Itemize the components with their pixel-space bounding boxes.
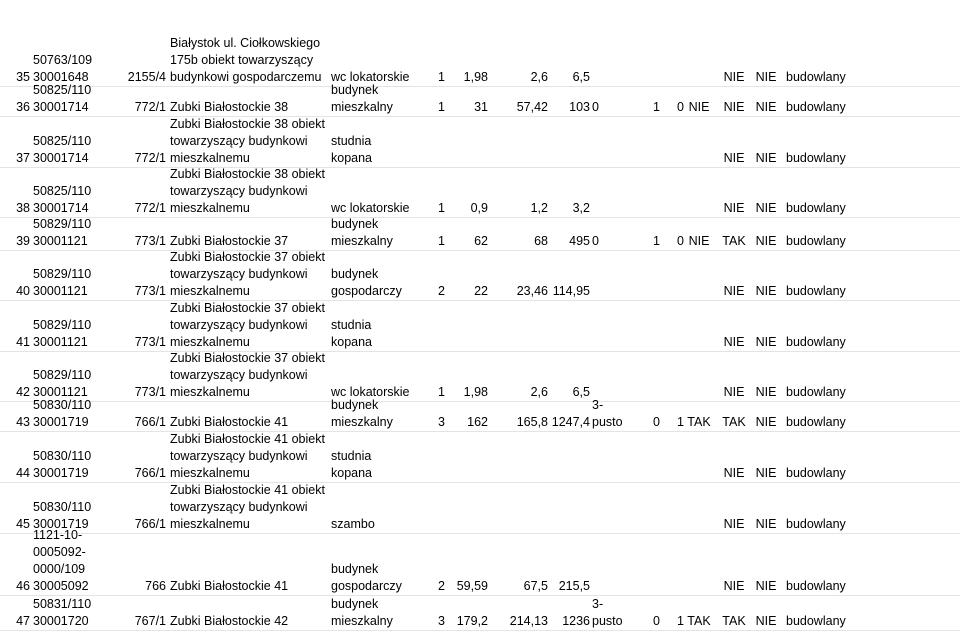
cell-addr: Białystok ul. Ciołkowskiego [170, 36, 321, 50]
cell-status: budowlany [786, 517, 846, 531]
cell-type: mieszkalny [331, 100, 393, 114]
cell-type: studnia [331, 318, 372, 332]
cell-addr: mieszkalnemu [170, 151, 250, 165]
cell-no: 38 [16, 201, 30, 215]
cell-addr: Zubki Białostockie 37 [170, 234, 289, 248]
cell-v1: 3 [438, 614, 445, 628]
cell-no: 40 [16, 284, 30, 298]
cell-v4: 215,5 [558, 579, 590, 593]
cell-id: 50829/110 [33, 318, 92, 332]
cell-parcel: 772/1 [134, 100, 166, 114]
cell-f2: NIE [755, 335, 777, 349]
row-divider [0, 300, 960, 301]
cell-no: 43 [16, 415, 30, 429]
cell-v1: 1 [438, 234, 445, 248]
cell-v4: 495 [569, 234, 590, 248]
cell-v1: 1 [438, 385, 445, 399]
cell-type: wc lokatorskie [331, 385, 410, 399]
cell-addr: mieszkalnemu [170, 201, 250, 215]
cell-no: 39 [16, 234, 30, 248]
cell-id: 50829/110 [33, 217, 92, 231]
cell-addr: mieszkalnemu [170, 284, 250, 298]
cell-type: budynek [331, 398, 379, 412]
cell-no: 47 [16, 614, 30, 628]
cell-f2: NIE [755, 151, 777, 165]
cell-addr: Zubki Białostockie 37 obiekt [170, 301, 325, 315]
cell-no: 36 [16, 100, 30, 114]
cell-parcel: 766/1 [134, 517, 166, 531]
cell-status: budowlany [786, 100, 846, 114]
cell-id: 50829/110 [33, 368, 92, 382]
cell-id: 30001648 [33, 70, 89, 84]
cell-v7: 0 [677, 234, 684, 248]
cell-type: wc lokatorskie [331, 70, 410, 84]
cell-v6: 0 [653, 415, 660, 429]
cell-id: 30001121 [33, 335, 88, 349]
cell-addr: towarzyszący budynkowi [170, 318, 308, 332]
cell-no: 41 [16, 335, 30, 349]
cell-addr: mieszkalnemu [170, 335, 250, 349]
cell-status: budowlany [786, 234, 846, 248]
cell-addr: towarzyszący budynkowi [170, 449, 308, 463]
cell-v4: 1247,4 [551, 415, 590, 429]
cell-addr: mieszkalnemu [170, 466, 250, 480]
cell-f2: NIE [755, 579, 777, 593]
cell-f2: NIE [755, 234, 777, 248]
cell-no: 45 [16, 517, 30, 531]
cell-v7: 1 [677, 614, 684, 628]
cell-v4: 6,5 [572, 385, 590, 399]
cell-parcel: 772/1 [134, 201, 166, 215]
row-divider [0, 116, 960, 117]
cell-v3: 2,6 [530, 70, 548, 84]
cell-v6: 1 [653, 100, 660, 114]
cell-f1: NIE [723, 579, 745, 593]
cell-type: mieszkalny [331, 614, 393, 628]
cell-id: 50831/110 [33, 597, 92, 611]
cell-addr: towarzyszący budynkowi [170, 500, 308, 514]
cell-v2: 22 [474, 284, 488, 298]
cell-f1: NIE [723, 466, 745, 480]
cell-no: 44 [16, 466, 30, 480]
cell-v2: 31 [474, 100, 488, 114]
cell-no: 35 [16, 70, 30, 84]
cell-v8: TAK [687, 415, 711, 429]
cell-type: kopana [331, 151, 373, 165]
cell-addr: towarzyszący budynkowi [170, 267, 308, 281]
cell-id: 30001714 [33, 201, 89, 215]
cell-status: budowlany [786, 385, 846, 399]
cell-id: 1121-10- [33, 528, 83, 542]
cell-parcel: 773/1 [134, 284, 166, 298]
cell-parcel: 766 [145, 579, 166, 593]
cell-parcel: 767/1 [134, 614, 166, 628]
cell-v3: 23,46 [516, 284, 548, 298]
cell-addr: Zubki Białostockie 41 [170, 579, 289, 593]
cell-v2: 1,98 [463, 70, 488, 84]
cell-type: wc lokatorskie [331, 201, 410, 215]
cell-v2: 179,2 [456, 614, 488, 628]
cell-v3: 67,5 [523, 579, 548, 593]
cell-f1: NIE [723, 100, 745, 114]
cell-f1: NIE [723, 335, 745, 349]
cell-v7: 0 [677, 100, 684, 114]
cell-v5: 3- [592, 398, 604, 412]
cell-id: 30001121 [33, 385, 88, 399]
cell-id: 30001121 [33, 284, 88, 298]
cell-parcel: 773/1 [134, 335, 166, 349]
cell-status: budowlany [786, 70, 846, 84]
cell-v6: 0 [653, 614, 660, 628]
cell-f2: NIE [755, 517, 777, 531]
cell-status: budowlany [786, 201, 846, 215]
cell-addr: Zubki Białostockie 41 obiekt [170, 432, 325, 446]
cell-status: budowlany [786, 466, 846, 480]
cell-addr: mieszkalnemu [170, 385, 250, 399]
cell-addr: Zubki Białostockie 41 obiekt [170, 483, 325, 497]
cell-f1: NIE [723, 517, 745, 531]
cell-id: 50825/110 [33, 184, 92, 198]
cell-addr: towarzyszący budynkowi [170, 184, 308, 198]
cell-type: budynek [331, 597, 379, 611]
cell-id: 50825/110 [33, 134, 92, 148]
cell-v1: 2 [438, 579, 445, 593]
cell-parcel: 772/1 [134, 151, 166, 165]
cell-v1: 1 [438, 201, 445, 215]
cell-f2: NIE [755, 614, 777, 628]
cell-id: 50763/109 [33, 53, 93, 67]
cell-type: budynek [331, 267, 379, 281]
cell-v3: 68 [534, 234, 548, 248]
cell-status: budowlany [786, 415, 846, 429]
cell-v4: 1236 [562, 614, 590, 628]
cell-type: gospodarczy [331, 579, 402, 593]
cell-addr: 175b obiekt towarzyszący [170, 53, 314, 67]
cell-v4: 6,5 [572, 70, 590, 84]
cell-id: 30001719 [33, 517, 89, 531]
cell-addr: Zubki Białostockie 42 [170, 614, 289, 628]
cell-id: 50825/110 [33, 83, 92, 97]
cell-id: 0005092- [33, 545, 86, 559]
row-divider [0, 401, 960, 402]
cell-status: budowlany [786, 284, 846, 298]
cell-parcel: 773/1 [134, 234, 166, 248]
cell-status: budowlany [786, 579, 846, 593]
cell-addr: Zubki Białostockie 37 obiekt [170, 351, 325, 365]
cell-type: mieszkalny [331, 234, 393, 248]
cell-v3: 165,8 [516, 415, 548, 429]
cell-type: budynek [331, 83, 379, 97]
cell-f1: NIE [723, 151, 745, 165]
cell-v2: 0,9 [470, 201, 488, 215]
cell-type: studnia [331, 449, 372, 463]
cell-type: budynek [331, 217, 379, 231]
cell-parcel: 773/1 [134, 385, 166, 399]
row-divider [0, 351, 960, 352]
cell-addr: Zubki Białostockie 41 [170, 415, 289, 429]
cell-addr: Zubki Białostockie 37 obiekt [170, 250, 325, 264]
row-divider [0, 217, 960, 218]
cell-addr: Zubki Białostockie 38 obiekt [170, 167, 325, 181]
cell-v5: pusto [592, 415, 623, 429]
cell-f1: TAK [722, 614, 746, 628]
cell-v4: 3,2 [572, 201, 590, 215]
cell-v3: 214,13 [509, 614, 548, 628]
cell-status: budowlany [786, 151, 846, 165]
cell-f2: NIE [755, 201, 777, 215]
cell-v8: NIE [688, 234, 710, 248]
cell-v1: 1 [438, 100, 445, 114]
cell-f1: NIE [723, 284, 745, 298]
cell-id: 0000/109 [33, 562, 86, 576]
cell-type: gospodarczy [331, 284, 402, 298]
cell-no: 42 [16, 385, 30, 399]
cell-f2: NIE [755, 284, 777, 298]
cell-v5: pusto [592, 614, 623, 628]
cell-v8: TAK [687, 614, 711, 628]
cell-v5: 0 [592, 100, 599, 114]
cell-v2: 162 [467, 415, 488, 429]
cell-f1: TAK [722, 234, 746, 248]
row-divider [0, 482, 960, 483]
cell-id: 30001714 [33, 151, 89, 165]
cell-type: budynek [331, 562, 379, 576]
cell-addr: Zubki Białostockie 38 obiekt [170, 117, 325, 131]
cell-parcel: 766/1 [134, 466, 166, 480]
cell-id: 50830/110 [33, 449, 92, 463]
cell-f1: NIE [723, 385, 745, 399]
cell-addr: budynkowi gospodarczemu [170, 70, 322, 84]
row-divider [0, 431, 960, 432]
cell-id: 30001719 [33, 415, 89, 429]
cell-id: 30001719 [33, 466, 89, 480]
cell-id: 50830/110 [33, 500, 92, 514]
row-divider [0, 167, 960, 168]
cell-f1: NIE [723, 201, 745, 215]
cell-v5: 3- [592, 597, 604, 611]
cell-v3: 2,6 [530, 385, 548, 399]
cell-parcel: 2155/4 [127, 70, 166, 84]
row-divider [0, 250, 960, 251]
cell-v3: 57,42 [516, 100, 548, 114]
cell-id: 30001121 [33, 234, 88, 248]
cell-id: 30005092 [33, 579, 89, 593]
row-divider [0, 595, 960, 596]
cell-v1: 2 [438, 284, 445, 298]
cell-v2: 1,98 [463, 385, 488, 399]
cell-id: 30001714 [33, 100, 89, 114]
cell-f1: TAK [722, 415, 746, 429]
cell-id: 50830/110 [33, 398, 92, 412]
cell-type: kopana [331, 335, 373, 349]
cell-v6: 1 [653, 234, 660, 248]
cell-status: budowlany [786, 335, 846, 349]
cell-f2: NIE [755, 385, 777, 399]
cell-f2: NIE [755, 70, 777, 84]
cell-no: 37 [16, 151, 30, 165]
row-divider [0, 86, 960, 87]
cell-type: kopana [331, 466, 373, 480]
cell-v8: NIE [688, 100, 710, 114]
cell-v1: 1 [438, 70, 445, 84]
cell-v3: 1,2 [530, 201, 548, 215]
cell-v2: 59,59 [456, 579, 488, 593]
cell-v7: 1 [677, 415, 684, 429]
cell-addr: towarzyszący budynkowi [170, 134, 308, 148]
cell-v2: 62 [474, 234, 488, 248]
cell-id: 50829/110 [33, 267, 92, 281]
cell-v5: 0 [592, 234, 599, 248]
cell-f2: NIE [755, 100, 777, 114]
cell-v4: 103 [569, 100, 590, 114]
cell-status: budowlany [786, 614, 846, 628]
cell-no: 46 [16, 579, 30, 593]
cell-f1: NIE [723, 70, 745, 84]
cell-v1: 3 [438, 415, 445, 429]
cell-type: mieszkalny [331, 415, 393, 429]
cell-type: studnia [331, 134, 372, 148]
cell-v4: 114,95 [552, 284, 590, 298]
cell-type: szambo [331, 517, 375, 531]
cell-addr: mieszkalnemu [170, 517, 250, 531]
cell-id: 30001720 [33, 614, 89, 628]
cell-f2: NIE [755, 415, 777, 429]
cell-parcel: 766/1 [134, 415, 166, 429]
row-divider [0, 533, 960, 534]
cell-addr: towarzyszący budynkowi [170, 368, 308, 382]
cell-f2: NIE [755, 466, 777, 480]
cell-addr: Zubki Białostockie 38 [170, 100, 289, 114]
